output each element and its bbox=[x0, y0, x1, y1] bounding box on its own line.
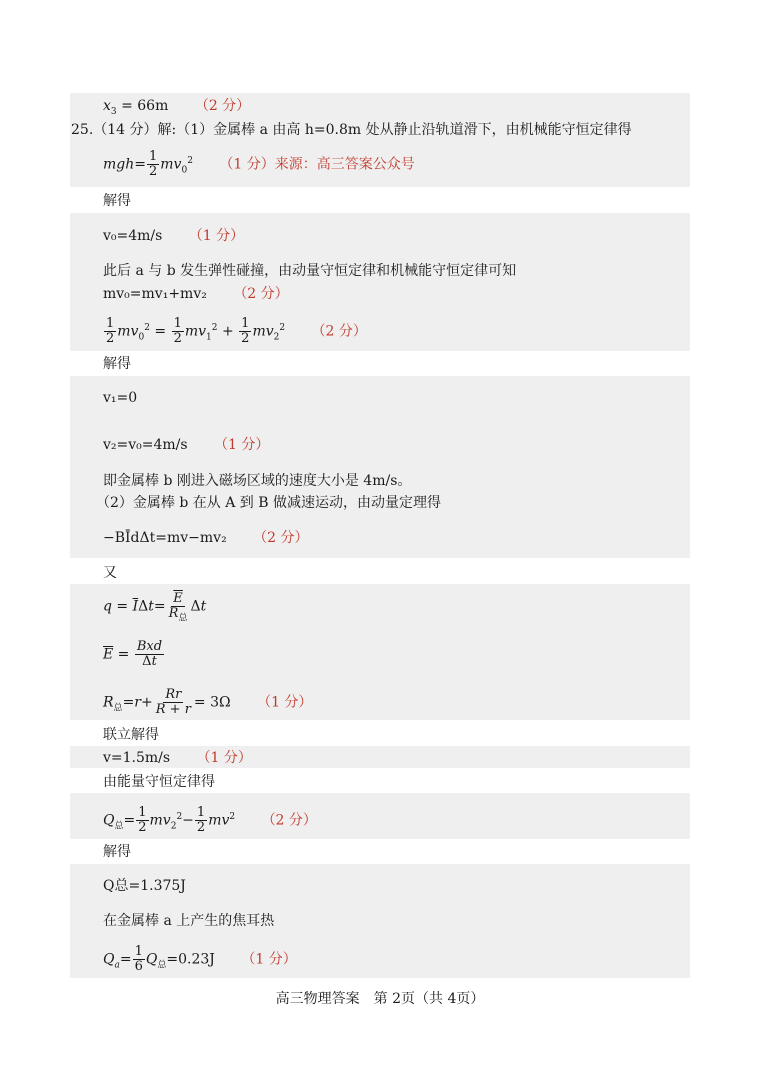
score-total-heat: （2 分） bbox=[261, 812, 317, 829]
eq-v2: v₂=v₀=4m/s （1 分） bbox=[103, 437, 270, 453]
you-label: 又 bbox=[103, 565, 117, 581]
score-v-final: （1 分） bbox=[196, 750, 252, 766]
jiede-label-1: 解得 bbox=[103, 193, 131, 209]
score-v0: （1 分） bbox=[188, 228, 245, 244]
eq-impulse: −BĪdΔt=mv−mv₂ （2 分） bbox=[103, 530, 309, 546]
eq-x3-display: $x_3 = 66m$ bbox=[103, 98, 169, 117]
score-momentum: （2 分） bbox=[233, 286, 289, 302]
jiede-label-3: 解得 bbox=[103, 844, 131, 860]
eq-total-heat: $Q_总=$ $\frac{1}{2}$ $mv_2^2-$ $\frac{1}{2}$ $mv^2$ （2 分） bbox=[103, 805, 317, 835]
conclusion-b-speed: 即金属棒 b 刚进入磁场区域的速度大小是 4m/s。 bbox=[103, 473, 412, 489]
question-25-intro: 25.（14 分）解:（1）金属棒 a 由高 h=0.8m 处从静止沿轨道滑下，由机械能守恒定律得 bbox=[71, 122, 632, 138]
score-heat-a: （1 分） bbox=[241, 951, 297, 968]
score-source-note: （1 分）来源：高三答案公众号 bbox=[219, 156, 415, 173]
lianli-label: 联立解得 bbox=[103, 727, 159, 743]
heat-on-a-text: 在金属棒 a 上产生的焦耳热 bbox=[103, 913, 275, 929]
eq-momentum: mv₀=mv₁+mv₂ （2 分） bbox=[103, 286, 289, 302]
page-footer: 高三物理答案 第 2页（共 4页） bbox=[275, 991, 485, 1007]
eq-heat-a: $Q_a=$ $\frac{1}{6}$ $Q_总=0.23J$ （1 分） bbox=[103, 944, 297, 974]
score-v2: （1 分） bbox=[214, 437, 270, 453]
part2-intro: （2）金属棒 b 在从 A 到 B 做减速运动，由动量定理得 bbox=[96, 495, 441, 511]
collision-text: 此后 a 与 b 发生弹性碰撞，由动量守恒定律和机械能守恒定律可知 bbox=[103, 263, 517, 279]
eq-v-final: v=1.5m/s （1 分） bbox=[103, 750, 252, 766]
eq-kinetic-energy: $\frac{1}{2}$ $mv_0^2$ = $\frac{1}{2}$ $mv_1^2$ + $\frac{1}{2}$ $mv_2^2$ （2 分） bbox=[106, 316, 367, 346]
jiede-label-2: 解得 bbox=[103, 356, 131, 372]
score-x3: （2 分） bbox=[194, 98, 251, 114]
eq-v0: v₀=4m/s （1 分） bbox=[103, 228, 245, 244]
eq-energy-conservation: mgh= $\frac{1}{2}$ $mv_0^2$ （1 分）来源：高三答案公众号 bbox=[103, 149, 415, 179]
eq-resistance: $R_总=r+$ $\frac{Rr}{R + r}$ = 3Ω （1 分） bbox=[103, 687, 313, 717]
energy-conservation-text: 由能量守恒定律得 bbox=[103, 774, 215, 790]
eq-emf: $\overline{E}$ = Bxd Δt bbox=[103, 639, 163, 669]
eq-total-heat-value: Q总=1.375J bbox=[103, 878, 186, 894]
eq-v1: v₁=0 bbox=[103, 390, 138, 406]
score-impulse: （2 分） bbox=[253, 530, 309, 546]
score-kinetic: （2 分） bbox=[311, 323, 367, 340]
answer-line-x3 bbox=[103, 97, 250, 115]
score-resistance: （1 分） bbox=[257, 694, 313, 711]
eq-charge: $q = \overline{I}\Delta t=$ $\overline{E}$ $R_总$ Δt bbox=[103, 591, 207, 624]
